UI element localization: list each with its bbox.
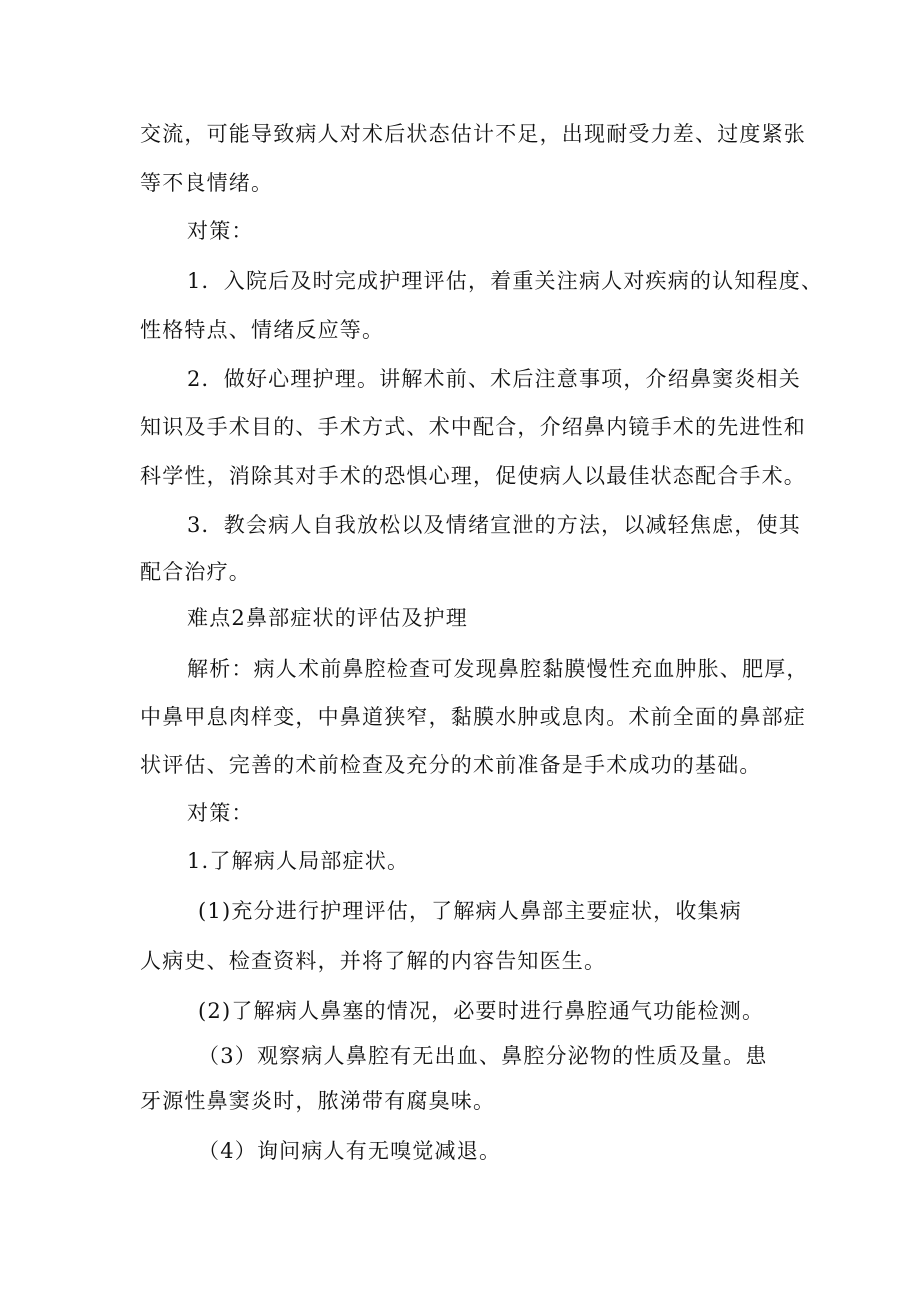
paragraph-line: 人病史、检查资料，并将了解的内容告知医生。 (140, 949, 607, 973)
sub-list-item: (1)充分进行护理评估，了解病人鼻部主要症状，收集病 (198, 899, 742, 923)
paragraph-line: 科学性，消除其对手术的恐惧心理，促使病人以最佳状态配合手术。 (140, 464, 806, 488)
paragraph-line: 等不良情绪。 (140, 171, 274, 195)
paragraph-line: 解析：病人术前鼻腔检查可发现鼻腔黏膜慢性充血肿胀、肥厚， (187, 657, 809, 681)
list-item: 2．做好心理护理。讲解术前、术后注意事项，介绍鼻窦炎相关 (187, 367, 801, 391)
sub-list-item: (2)了解病人鼻塞的情况，必要时进行鼻腔通气功能检测。 (198, 999, 765, 1023)
paragraph-line: 性格特点、情绪反应等。 (140, 318, 385, 342)
paragraph-line: 交流，可能导致病人对术后状态估计不足，出现耐受力差、过度紧张 (140, 122, 806, 146)
paragraph-line: 状评估、完善的术前检查及充分的术前准备是手术成功的基础。 (140, 753, 762, 777)
sub-list-item: （4）询问病人有无嗅觉减退。 (198, 1139, 502, 1163)
section-heading: 难点2鼻部症状的评估及护理 (187, 606, 468, 630)
section-label-countermeasures: 对策： (187, 219, 254, 243)
section-label-countermeasures: 对策： (187, 801, 254, 825)
paragraph-line: 配合治疗。 (140, 560, 251, 584)
paragraph-line: 牙源性鼻窦炎时，脓涕带有腐臭味。 (140, 1089, 496, 1113)
sub-list-item: （3）观察病人鼻腔有无出血、鼻腔分泌物的性质及量。患 (198, 1044, 768, 1068)
list-item: 1.了解病人局部症状。 (187, 849, 410, 873)
list-item: 1．入院后及时完成护理评估，着重关注病人对疾病的认知程度、 (187, 269, 824, 293)
list-item: 3．教会病人自我放松以及情绪宣泄的方法，以减轻焦虑，使其 (187, 513, 801, 537)
paragraph-line: 知识及手术目的、手术方式、术中配合，介绍鼻内镜手术的先进性和 (140, 415, 806, 439)
paragraph-line: 中鼻甲息肉样变，中鼻道狭窄，黏膜水肿或息肉。术前全面的鼻部症 (140, 705, 806, 729)
